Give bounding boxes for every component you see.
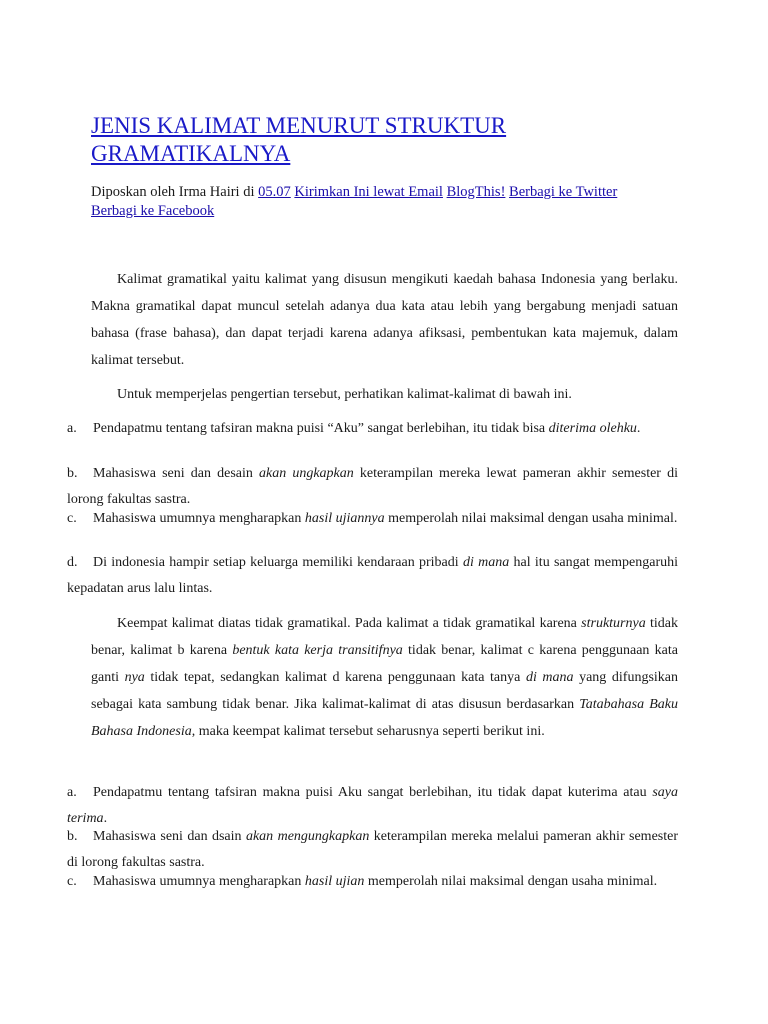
facebook-share-link[interactable]: Berbagi ke Facebook <box>91 203 215 219</box>
list-item-b: b. Mahasiswa seni dan desain akan ungkapkan keterampilan mereka lewat pameran akhir semester di lorong fakultas sastra. <box>67 461 678 513</box>
list-marker: d. <box>67 555 78 570</box>
list-item-a: a. Pendapatmu tentang tafsiran makna puisi “Aku” sangat berlebihan, itu tidak bisa diterima olehku. <box>67 416 678 442</box>
author-line: Diposkan oleh Irma Hairi di <box>91 184 255 200</box>
paragraph-explanation: Keempat kalimat diatas tidak gramatikal. Pada kalimat a tidak gramatikal karena strukturnya tidak benar, kalimat b karena bentuk kata kerja transitifnya tidak benar, kalimat c karena penggunaan kata ganti nya tidak tepat, sedangkan kalimat d karena penggunaan kata tanya di mana yang difungsikan sebagai kata sambung tidak benar. Jika kalimat-kalimat di atas disusun berdasarkan Tatabahasa Baku Bahasa Indonesia, maka keempat kalimat tersebut seharusnya seperti berikut ini. <box>91 616 678 739</box>
list-marker: a. <box>67 421 77 436</box>
post-meta <box>91 183 711 221</box>
list-marker: c. <box>67 874 77 889</box>
post-time-link[interactable]: 05.07 <box>258 184 291 200</box>
blogthis-link[interactable]: BlogThis! <box>446 184 506 200</box>
paragraph-instruction: Untuk memperjelas pengertian tersebut, perhatikan kalimat-kalimat di bawah ini. <box>117 387 572 402</box>
list-marker: c. <box>67 511 77 526</box>
corrected-item-c: c. Mahasiswa umumnya mengharapkan hasil ujian memperolah nilai maksimal dengan usaha minimal. <box>67 869 678 895</box>
corrected-item-b: b. Mahasiswa seni dan dsain akan mengungkapkan keterampilan mereka melalui pameran akhir semester di lorong fakultas sastra. <box>67 824 678 876</box>
paragraph-intro: Kalimat gramatikal yaitu kalimat yang disusun mengikuti kaedah bahasa Indonesia yang berlaku. Makna gramatikal dapat muncul setelah adanya dua kata atau lebih yang bergabung menjadi satuan bahasa (frase bahasa), dan dapat terjadi karena adanya afiksasi, pembentukan kata majemuk, dalam kalimat tersebut. <box>91 272 678 368</box>
corrected-item-a: a. Pendapatmu tentang tafsiran makna puisi Aku sangat berlebihan, itu tidak dapat kuterima atau saya terima. <box>67 780 678 832</box>
list-item-c: c. Mahasiswa umumnya mengharapkan hasil ujiannya memperolah nilai maksimal dengan usaha minimal. <box>67 506 678 532</box>
list-item-d: d. Di indonesia hampir setiap keluarga memiliki kendaraan pribadi di mana hal itu sangat mempengaruhi kepadatan arus lalu lintas. <box>67 550 678 602</box>
post-title <box>91 112 711 168</box>
list-marker: b. <box>67 829 78 844</box>
list-marker: a. <box>67 785 77 800</box>
email-share-link[interactable]: Kirimkan Ini lewat Email <box>294 184 443 200</box>
list-marker: b. <box>67 466 78 481</box>
post-title-link[interactable]: JENIS KALIMAT MENURUT STRUKTUR GRAMATIKALNYA <box>91 113 507 166</box>
twitter-share-link[interactable]: Berbagi ke Twitter <box>509 184 618 200</box>
